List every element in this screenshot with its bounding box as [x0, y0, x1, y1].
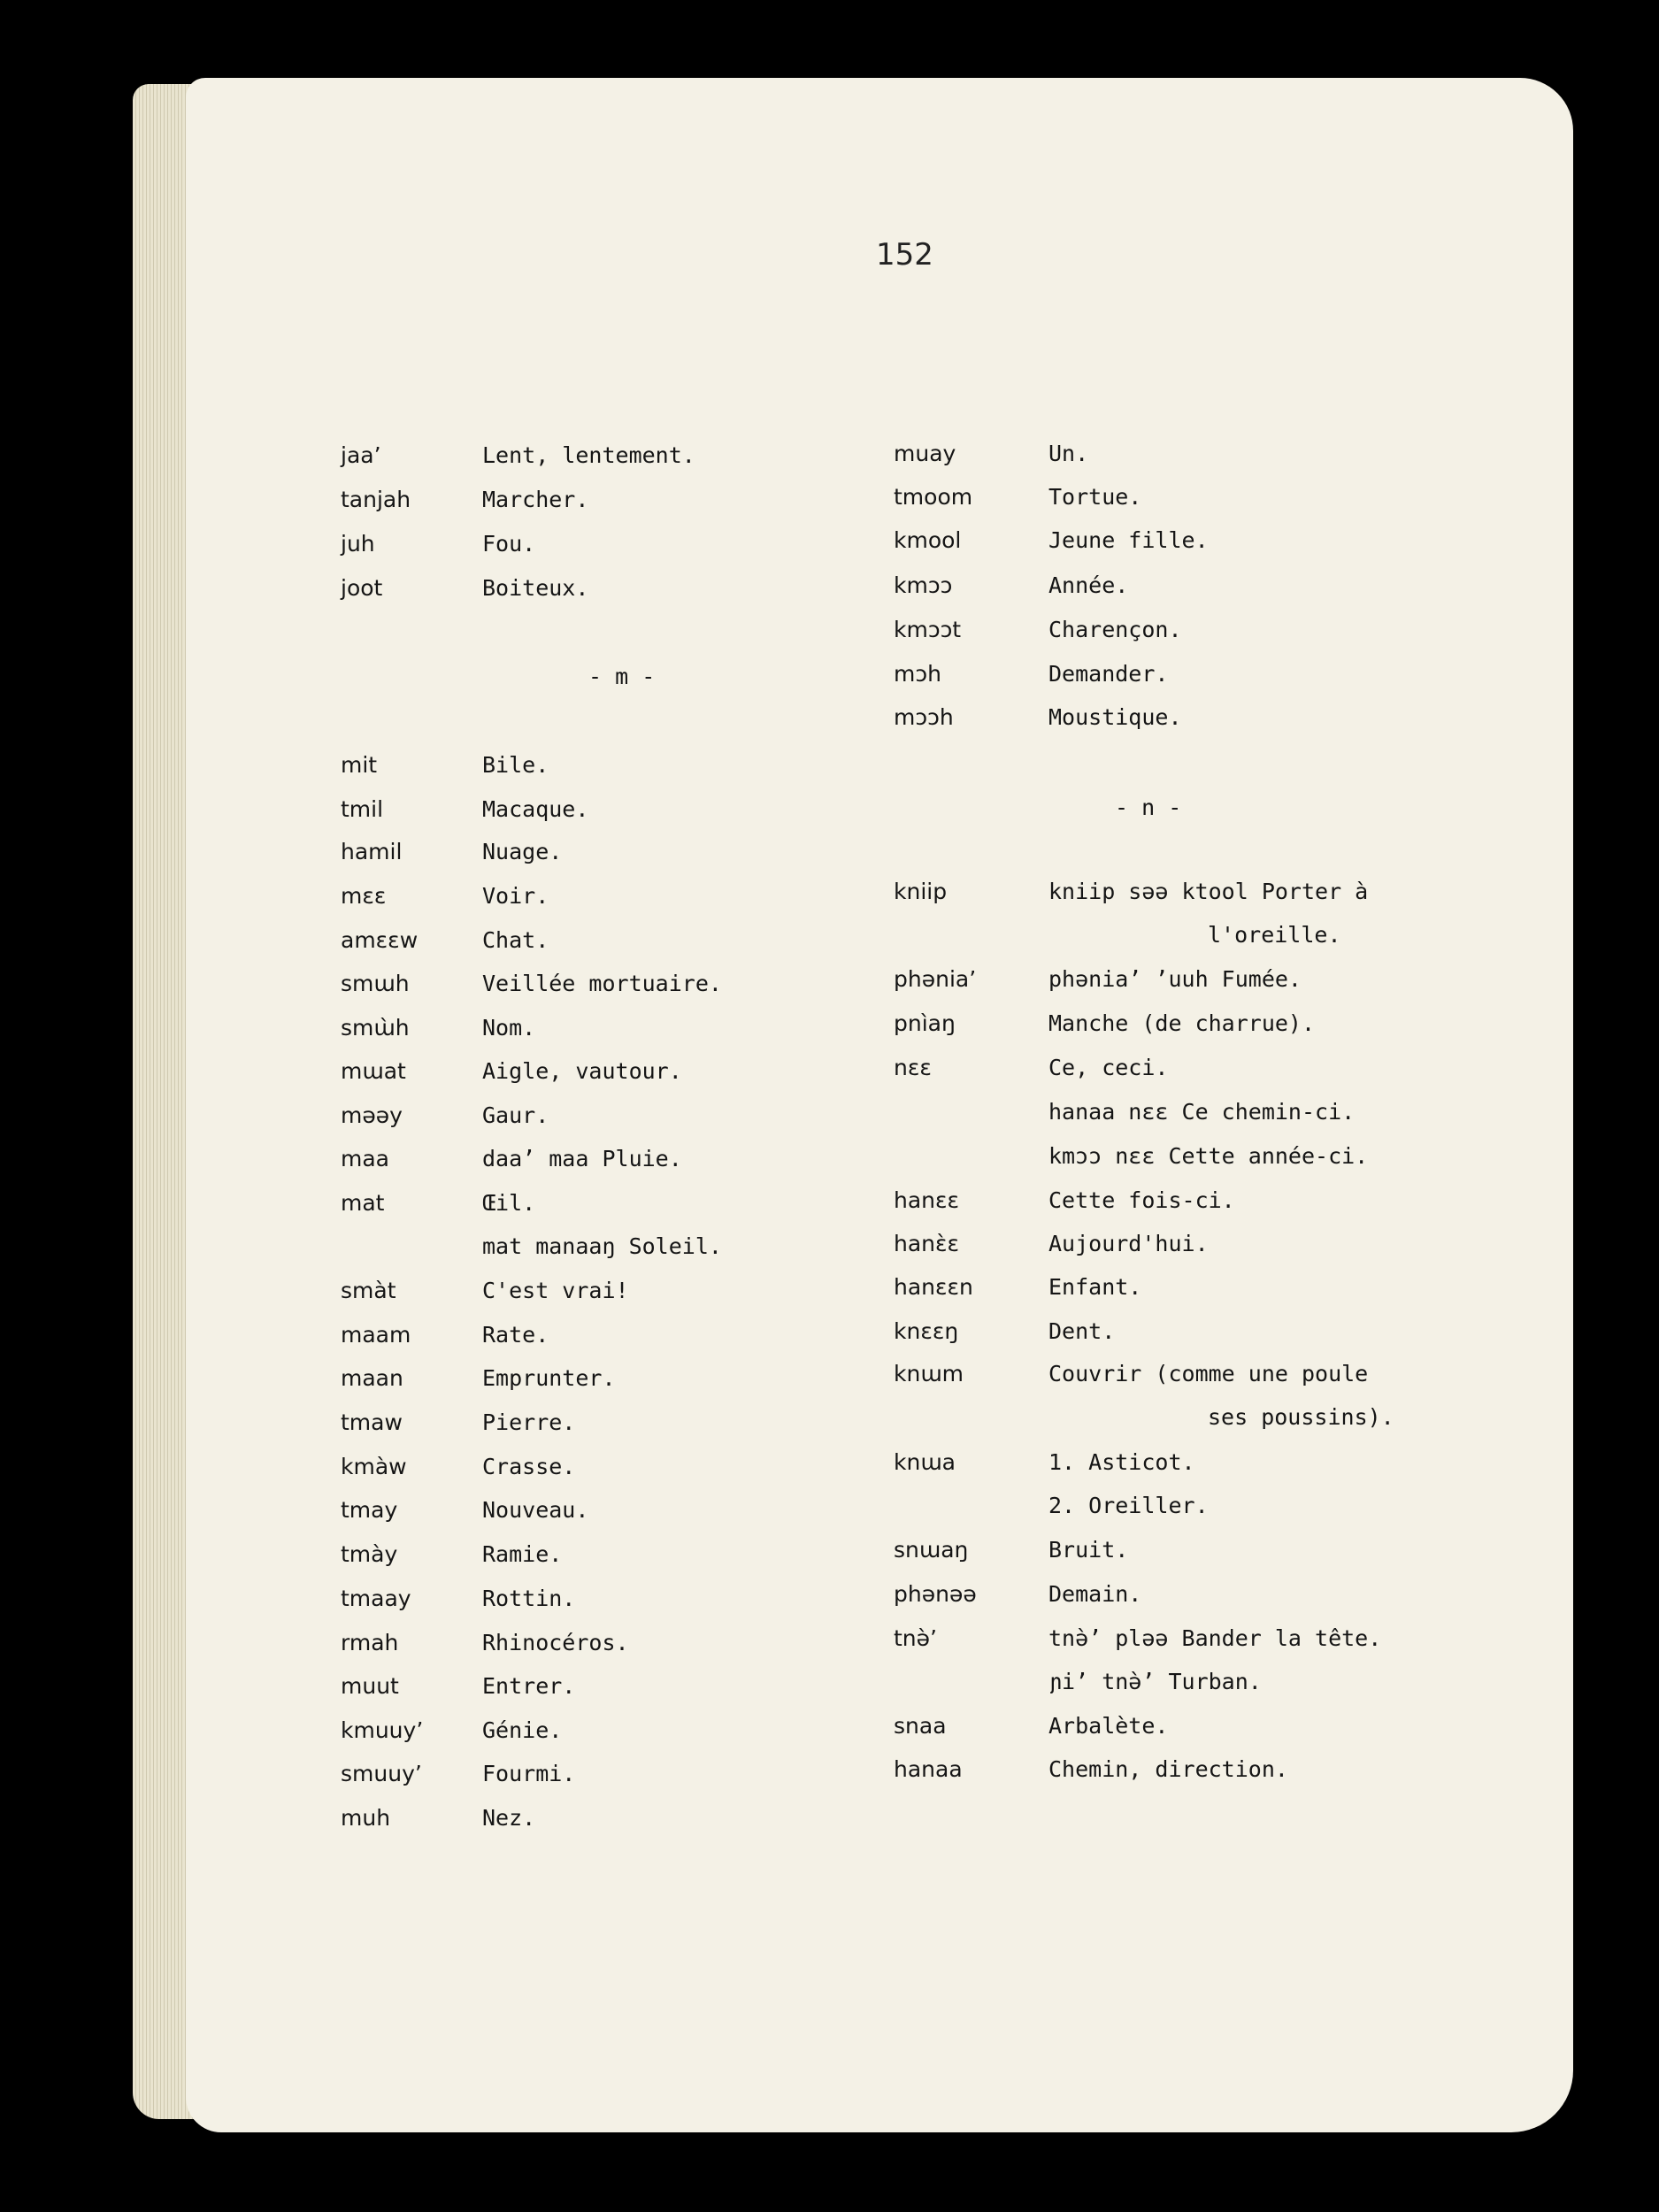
left-gloss: Gaur.: [482, 1102, 549, 1128]
left-headword: hamil: [341, 839, 403, 864]
right-headword: knɯm: [894, 1361, 964, 1386]
left-gloss: Aigle, vautour.: [482, 1058, 682, 1084]
right-gloss: Jeune fille.: [1048, 527, 1209, 553]
left-headword: tmaw: [341, 1409, 403, 1435]
left-gloss: Fourmi.: [482, 1761, 576, 1786]
left-headword: mɛɛ: [341, 883, 387, 909]
right-headword: phənia’: [894, 966, 977, 992]
right-headword: mɔh: [894, 661, 941, 687]
left-gloss: Lent, lentement.: [482, 442, 695, 468]
right-headword: snɯaŋ: [894, 1537, 969, 1563]
right-headword: kmɔɔt: [894, 617, 962, 642]
left-headword: məəy: [341, 1102, 403, 1128]
right-headword: hanaa: [894, 1756, 963, 1782]
left-headword: smɯh: [341, 971, 410, 996]
left-gloss: Marcher.: [482, 487, 589, 512]
left-headword: maan: [341, 1365, 403, 1391]
left-headword: smuuy’: [341, 1761, 422, 1786]
left-gloss: Emprunter.: [482, 1365, 616, 1391]
left-gloss: Nuage.: [482, 839, 563, 864]
right-gloss: tnə̀’ pləə Bander la tête.: [1048, 1625, 1382, 1651]
right-gloss: hanaa nɛɛ Ce chemin-ci.: [1048, 1099, 1356, 1125]
right-gloss: Arbalète.: [1048, 1713, 1169, 1739]
left-headword: kmàw: [341, 1454, 407, 1479]
right-gloss: Charençon.: [1048, 617, 1182, 642]
left-gloss: Rottin.: [482, 1586, 576, 1611]
left-gloss: Bile.: [482, 752, 549, 778]
left-gloss: mat manaaŋ Soleil.: [482, 1233, 722, 1259]
left-headword: mit: [341, 752, 378, 778]
left-headword: rmah: [341, 1630, 399, 1655]
right-gloss: kniip səə ktool Porter à: [1048, 879, 1369, 904]
right-gloss: Tortue.: [1048, 484, 1142, 510]
left-gloss: Macaque.: [482, 796, 589, 822]
left-gloss: Nom.: [482, 1015, 536, 1041]
right-headword: kmɔɔ: [894, 572, 953, 598]
left-gloss: Voir.: [482, 883, 549, 909]
left-gloss: Rate.: [482, 1322, 549, 1348]
left-headword: tmaay: [341, 1586, 411, 1611]
left-gloss: Veillée mortuaire.: [482, 971, 722, 996]
left-headword: joot: [341, 575, 383, 601]
left-headword: kmuuy’: [341, 1717, 424, 1743]
left-gloss: Ramie.: [482, 1541, 563, 1567]
right-headword: kniip: [894, 879, 948, 904]
right-headword: mɔɔh: [894, 704, 954, 730]
right-headword: hanɛ̀ɛ: [894, 1231, 960, 1256]
section-heading-m: - m -: [588, 664, 656, 689]
left-headword: tmày: [341, 1541, 398, 1567]
right-gloss: Manche (de charrue).: [1048, 1010, 1316, 1036]
left-headword: muh: [341, 1805, 391, 1831]
right-headword: tnə̀’: [894, 1625, 937, 1651]
left-gloss: daa’ maa Pluie.: [482, 1146, 682, 1171]
left-headword: tmay: [341, 1497, 398, 1523]
left-headword: jaa’: [341, 442, 381, 468]
right-gloss: l'oreille.: [1208, 922, 1341, 948]
right-gloss: Bruit.: [1048, 1537, 1129, 1563]
right-gloss: ses poussins).: [1208, 1404, 1394, 1430]
right-gloss: Dent.: [1048, 1318, 1116, 1344]
right-gloss: Aujourd'hui.: [1048, 1231, 1209, 1256]
left-gloss: Œil.: [482, 1190, 536, 1216]
right-gloss: 2. Oreiller.: [1048, 1493, 1209, 1518]
right-gloss: Demain.: [1048, 1581, 1142, 1607]
right-headword: hanɛɛn: [894, 1274, 973, 1300]
right-gloss: 1. Asticot.: [1048, 1449, 1195, 1475]
right-gloss: Demander.: [1048, 661, 1169, 687]
right-gloss: phənia’ ’uuh Fumée.: [1048, 966, 1302, 992]
right-headword: kmool: [894, 527, 962, 553]
left-gloss: Nez.: [482, 1805, 536, 1831]
left-gloss: Crasse.: [482, 1454, 576, 1479]
right-gloss: Chemin, direction.: [1048, 1756, 1288, 1782]
left-headword: maam: [341, 1322, 411, 1348]
right-headword: knɯa: [894, 1449, 956, 1475]
left-gloss: C'est vrai!: [482, 1278, 629, 1303]
right-gloss: Enfant.: [1048, 1274, 1142, 1300]
left-headword: amɛɛw: [341, 927, 419, 953]
left-gloss: Rhinocéros.: [482, 1630, 629, 1655]
right-gloss: Un.: [1048, 441, 1089, 466]
left-gloss: Nouveau.: [482, 1497, 589, 1523]
left-headword: maa: [341, 1146, 389, 1171]
left-headword: tanjah: [341, 487, 411, 512]
left-gloss: Entrer.: [482, 1673, 576, 1699]
right-gloss: Ce, ceci.: [1048, 1055, 1169, 1080]
left-headword: mat: [341, 1190, 385, 1216]
section-heading-n: - n -: [1115, 795, 1182, 820]
left-headword: tmil: [341, 796, 384, 822]
left-headword: juh: [341, 531, 375, 557]
right-gloss: Couvrir (comme une poule: [1048, 1361, 1369, 1386]
right-headword: nɛɛ: [894, 1055, 932, 1080]
right-gloss: kmɔɔ nɛɛ Cette année-ci.: [1048, 1143, 1369, 1169]
right-gloss: ɲi’ tnə̀’ Turban.: [1048, 1669, 1262, 1694]
right-headword: phənəə: [894, 1581, 977, 1607]
right-headword: snaa: [894, 1713, 947, 1739]
right-headword: pnìaŋ: [894, 1010, 956, 1036]
left-gloss: Fou.: [482, 531, 536, 557]
right-headword: knɛɛŋ: [894, 1318, 959, 1344]
right-gloss: Cette fois-ci.: [1048, 1187, 1235, 1213]
page-number: 152: [876, 237, 933, 273]
left-headword: mɯat: [341, 1058, 406, 1084]
right-gloss: Moustique.: [1048, 704, 1182, 730]
left-gloss: Boiteux.: [482, 575, 589, 601]
left-headword: smɯ̀h: [341, 1015, 410, 1041]
left-gloss: Génie.: [482, 1717, 563, 1743]
right-headword: hanɛɛ: [894, 1187, 960, 1213]
left-headword: muut: [341, 1673, 399, 1699]
right-headword: muay: [894, 441, 956, 466]
left-headword: smàt: [341, 1278, 396, 1303]
left-gloss: Chat.: [482, 927, 549, 953]
left-gloss: Pierre.: [482, 1409, 576, 1435]
right-headword: tmoom: [894, 484, 973, 510]
right-gloss: Année.: [1048, 572, 1129, 598]
